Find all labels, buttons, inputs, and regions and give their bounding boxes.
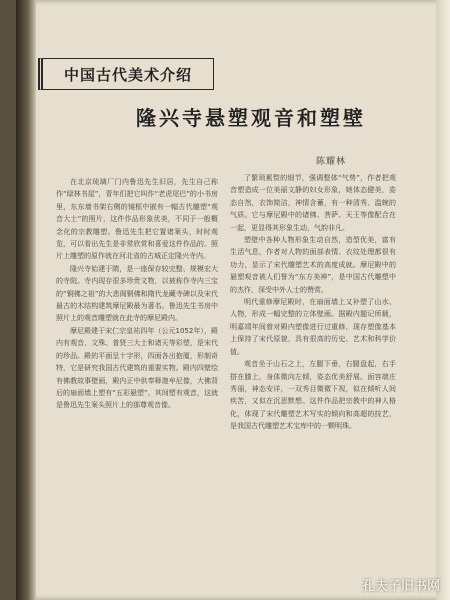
article-author: 陈耀林 xyxy=(316,157,347,167)
paragraph: 明代重修摩尼殿时，在扇面墙上又补塑了山水、人物，形成一幅完整的立体壁画。据殿内题记所载，明嘉靖年间曾对殿内塑像进行过重修，现存塑像基本上保持了宋代原貌，具有很高的历史、艺术和科学价值。 xyxy=(230,298,396,356)
page-edge xyxy=(436,0,450,600)
article-title: 隆兴寺悬塑观音和塑壁 xyxy=(136,106,366,130)
binding-gutter xyxy=(16,0,36,600)
paragraph: 了繁琐累赘的细节，强调整体“气势”，作者把观音塑造成一位美丽文静的妇女形象，她体态健美，姿态自然，衣饰简洁，神情含蓄，有一种清秀、温婉的气质。它与摩尼殿中的诸佛、菩萨、天王等像配合在一起，更显得其形象生动，气韵非凡。 xyxy=(230,174,396,232)
series-label: 中国古代美术介绍 xyxy=(63,65,192,84)
left-text-column xyxy=(56,176,218,596)
paragraph: 塑壁中各种人物形象生动自然，造型优美，富有生活气息，作者对人物的面部表情、衣纹处理都很有功力，显示了宋代雕塑艺术的高度成就。摩尼殿中的悬塑观音被人们誉为“东方美神”，是中国古代雕塑中的杰作，深受中外人士的赞赏。 xyxy=(230,236,396,294)
site-watermark: 孔夫子旧书网 xyxy=(361,579,440,594)
paragraph: 隆兴寺始建于隋，是一座保存较完整、规模宏大的寺院。寺内现存很多珍贵文物，以被称作寺内三宝的“铜佛之祖”的大悲阁铜佛和隋代龙藏寺碑以及宋代最古的木结构建筑摩尼殿最为著名。鲁迅先生书房中照片上的观音雕塑就在此寺的摩尼殿内。 xyxy=(56,264,218,323)
paragraph: 观音坐于山石之上，左腿下垂，右腿盘起，右手搭在膝上，身体微向左倾，姿态优美舒展。面容端庄秀丽，神态安详，一双秀目微微下视，似在倾听人间疾苦，又似在沉思默想。这件作品把宗教中的神人格化，体现了宋代雕塑艺术写实的倾向和高超的技艺，是我国古代雕塑艺术宝库中的一颗明珠。 xyxy=(230,360,396,431)
right-text-column xyxy=(230,172,396,600)
paragraph: 在北京琉璃厂门内鲁迅先生旧居，先生自己称作“绿林书屋”，青年们把它叫作“老虎尾巴”的小书房里，东东墙书架右侧的镜框中嵌有一幅古代雕塑“观音大士”的照片，这件作品形象优美，不同于一般概念化的宗教雕塑。鲁迅先生把它置诸案头，时时观览，可以看出先生是非常欣赏和喜爱这件作品的。照片上雕塑的原作就在河北省的古城正定隆兴寺内。 xyxy=(56,178,218,261)
paragraph: 摩尼殿建于宋仁宗皇祐四年（公元1052年），殿内有观音、文殊、普贤三大士和诸天等彩塑，是宋代的珍品。殿的平面呈十字形，四面各出抱厦，形制奇特，它是研究我国古代建筑的重要实物。殿内四壁绘有佛教故事壁画，殿内正中供奉释迦牟尼像，大佛背后的扇面墙上塑有“五彩悬塑”，其间塑有观音，这就是鲁迅先生案头照片上的那尊观音像。 xyxy=(56,326,218,410)
journal-page xyxy=(16,0,450,600)
series-heading-box xyxy=(38,58,214,90)
